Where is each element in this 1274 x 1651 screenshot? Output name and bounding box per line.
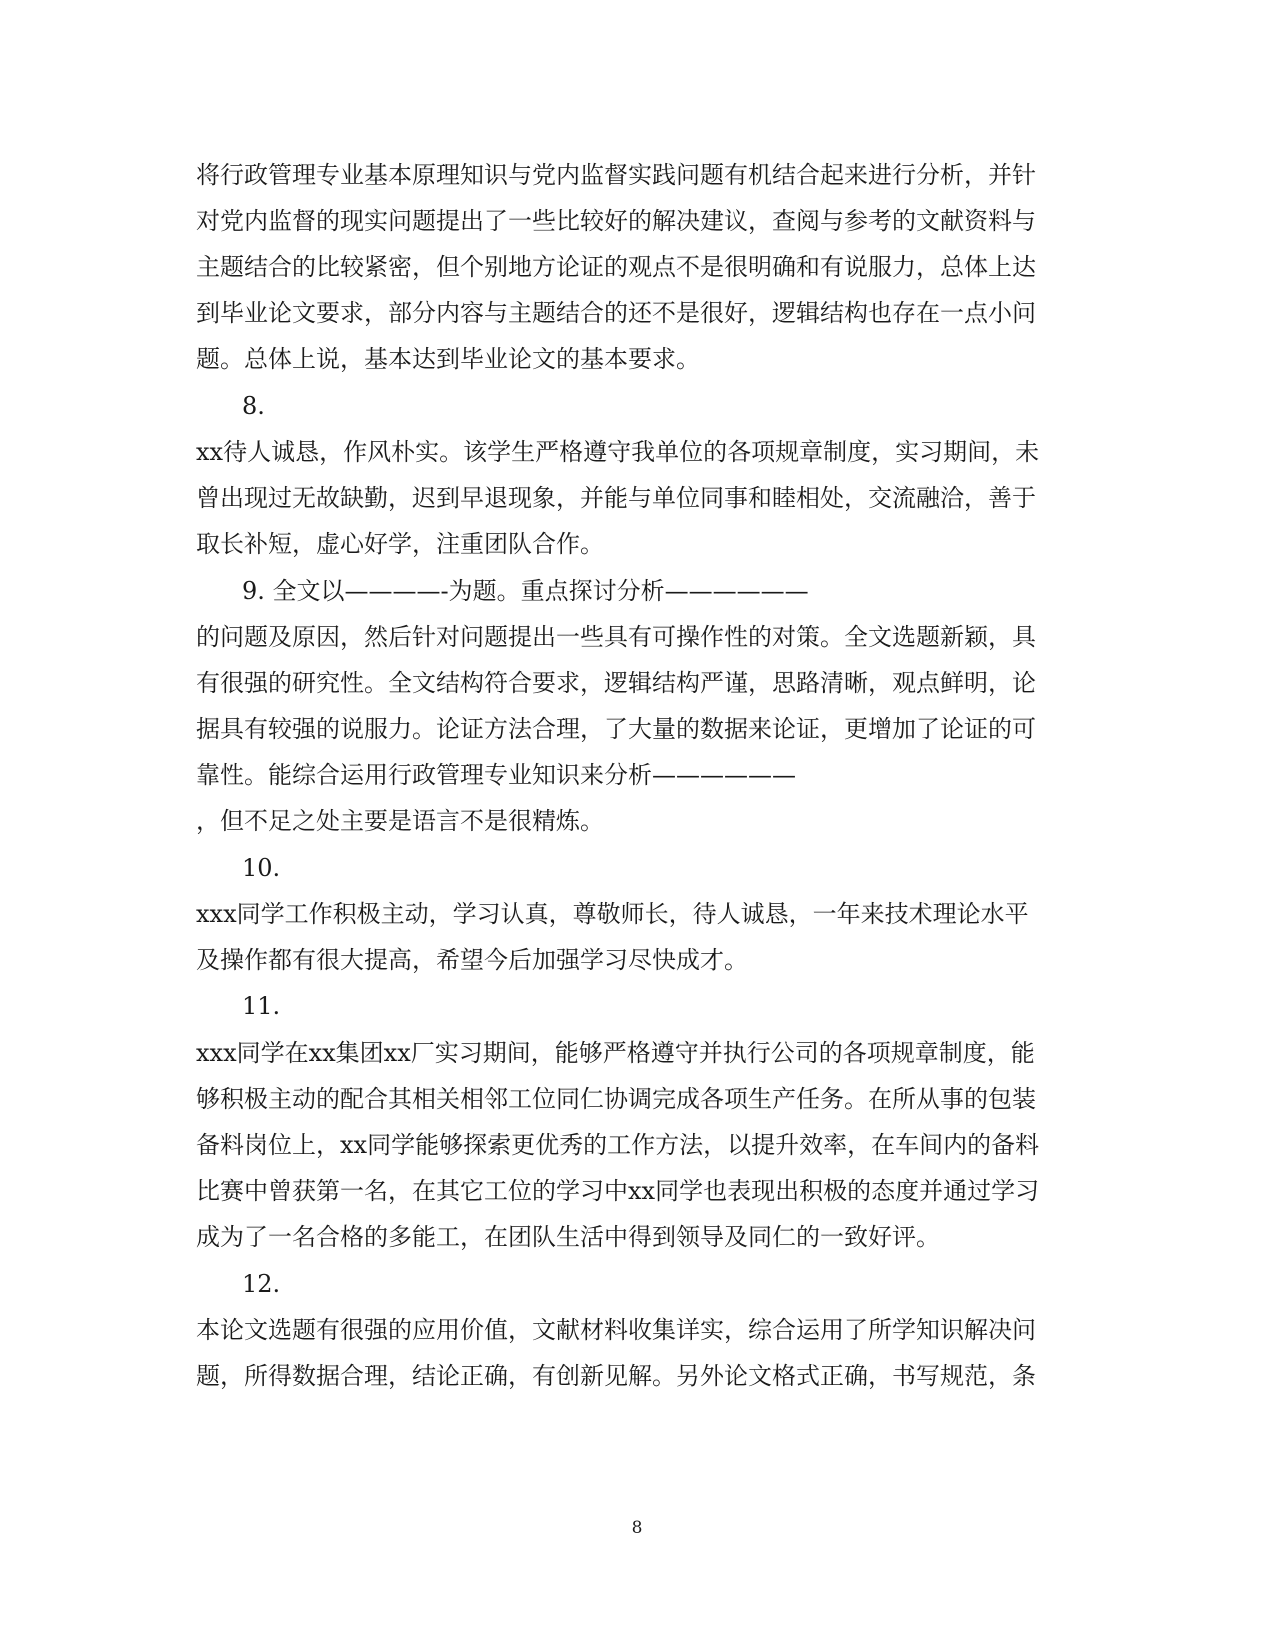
text-line: xxx同学工作积极主动，学习认真，尊敬师长，待人诚恳，一年来技术理论水平 bbox=[196, 900, 1029, 928]
text-line: 比赛中曾获第一名，在其它工位的学习中xx同学也表现出积极的态度并通过学习 bbox=[196, 1177, 1040, 1205]
text-line: 的问题及原因，然后针对问题提出一些具有可操作性的对策。全文选题新颖，具 bbox=[196, 623, 1036, 651]
text-line: xxx同学在xx集团xx厂实习期间，能够严格遵守并执行公司的各项规章制度，能 bbox=[196, 1039, 1035, 1067]
text-line: ，但不足之处主要是语言不是很精炼。 bbox=[196, 807, 604, 835]
text-line: 8. bbox=[242, 392, 265, 420]
text-line: 有很强的研究性。全文结构符合要求，逻辑结构严谨，思路清晰，观点鲜明，论 bbox=[196, 669, 1036, 697]
text-line: 将行政管理专业基本原理知识与党内监督实践问题有机结合起来进行分析，并针 bbox=[196, 161, 1036, 189]
page-number: 8 bbox=[631, 1518, 643, 1538]
text-line: 曾出现过无故缺勤，迟到早退现象，并能与单位同事和睦相处，交流融洽，善于 bbox=[196, 484, 1036, 512]
text-line: 够积极主动的配合其相关相邻工位同仁协调完成各项生产任务。在所从事的包装 bbox=[196, 1085, 1036, 1113]
text-line: 11. bbox=[242, 992, 281, 1020]
text-line: 据具有较强的说服力。论证方法合理，了大量的数据来论证，更增加了论证的可 bbox=[196, 715, 1036, 743]
text-line: 9. 全文以————-为题。重点探讨分析—————— bbox=[242, 577, 809, 605]
text-line: xx待人诚恳，作风朴实。该学生严格遵守我单位的各项规章制度，实习期间，未 bbox=[196, 438, 1040, 466]
text-line: 成为了一名合格的多能工，在团队生活中得到领导及同仁的一致好评。 bbox=[196, 1223, 940, 1251]
text-line: 备料岗位上，xx同学能够探索更优秀的工作方法，以提升效率，在车间内的备料 bbox=[196, 1131, 1040, 1159]
text-line: 靠性。能综合运用行政管理专业知识来分析—————— bbox=[196, 761, 796, 789]
text-line: 本论文选题有很强的应用价值，文献材料收集详实，综合运用了所学知识解决问 bbox=[196, 1316, 1036, 1344]
text-line: 10. bbox=[242, 854, 281, 882]
text-line: 题，所得数据合理，结论正确，有创新见解。另外论文格式正确，书写规范，条 bbox=[196, 1362, 1036, 1390]
text-line: 题。总体上说，基本达到毕业论文的基本要求。 bbox=[196, 345, 700, 373]
text-line: 12. bbox=[242, 1270, 281, 1298]
text-line: 取长补短，虚心好学，注重团队合作。 bbox=[196, 530, 604, 558]
text-line: 对党内监督的现实问题提出了一些比较好的解决建议，查阅与参考的文献资料与 bbox=[196, 207, 1036, 235]
text-line: 到毕业论文要求，部分内容与主题结合的还不是很好，逻辑结构也存在一点小问 bbox=[196, 299, 1036, 327]
text-line: 及操作都有很大提高，希望今后加强学习尽快成才。 bbox=[196, 946, 748, 974]
text-line: 主题结合的比较紧密，但个别地方论证的观点不是很明确和有说服力，总体上达 bbox=[196, 253, 1036, 281]
